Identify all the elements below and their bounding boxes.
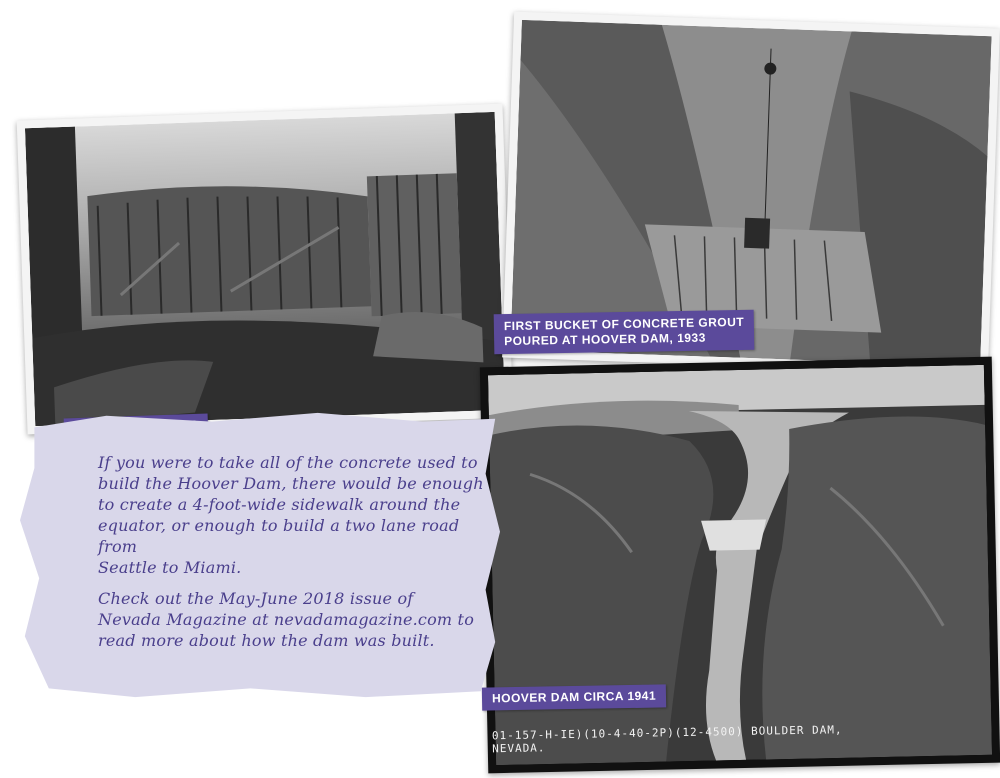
photo-hoover-dam-1932 <box>17 104 514 435</box>
paragraph1-line: Seattle to Miami. <box>98 558 242 577</box>
paragraph-nevada-magazine <box>98 588 488 651</box>
paragraph2-line: Nevada Magazine at nevadamagazine.com to <box>98 610 475 629</box>
photo-hoover-dam-1941 <box>480 357 1000 774</box>
film-code-text: 01-157-H-IE)(10-4-40-2P)(12-4500) BOULDER DAM, NEVADA. <box>491 723 843 756</box>
paragraph1-line: to create a 4-foot-wide sidewalk around the <box>98 495 461 514</box>
caption-first-bucket-1933 <box>494 310 755 355</box>
paragraph2-line: Check out the May-June 2018 issue of <box>98 589 414 608</box>
caption-line-1: FIRST BUCKET OF CONCRETE GROUT <box>503 314 745 334</box>
caption-line-2: POURED AT HOOVER DAM, 1933 <box>504 330 706 349</box>
paragraph1-line: equator, or enough to build a two lane road from <box>98 516 460 556</box>
paragraph-concrete-fact <box>98 452 488 578</box>
paragraph1-line: If you were to take all of the concrete used to <box>98 453 478 472</box>
paragraph2-line: read more about how the dam was built. <box>98 631 435 650</box>
construction-photo-1932 <box>25 112 505 426</box>
paragraph1-line: build the Hoover Dam, there would be enough <box>98 474 484 493</box>
caption-hoover-dam-1941: HOOVER DAM CIRCA 1941 <box>482 684 666 710</box>
